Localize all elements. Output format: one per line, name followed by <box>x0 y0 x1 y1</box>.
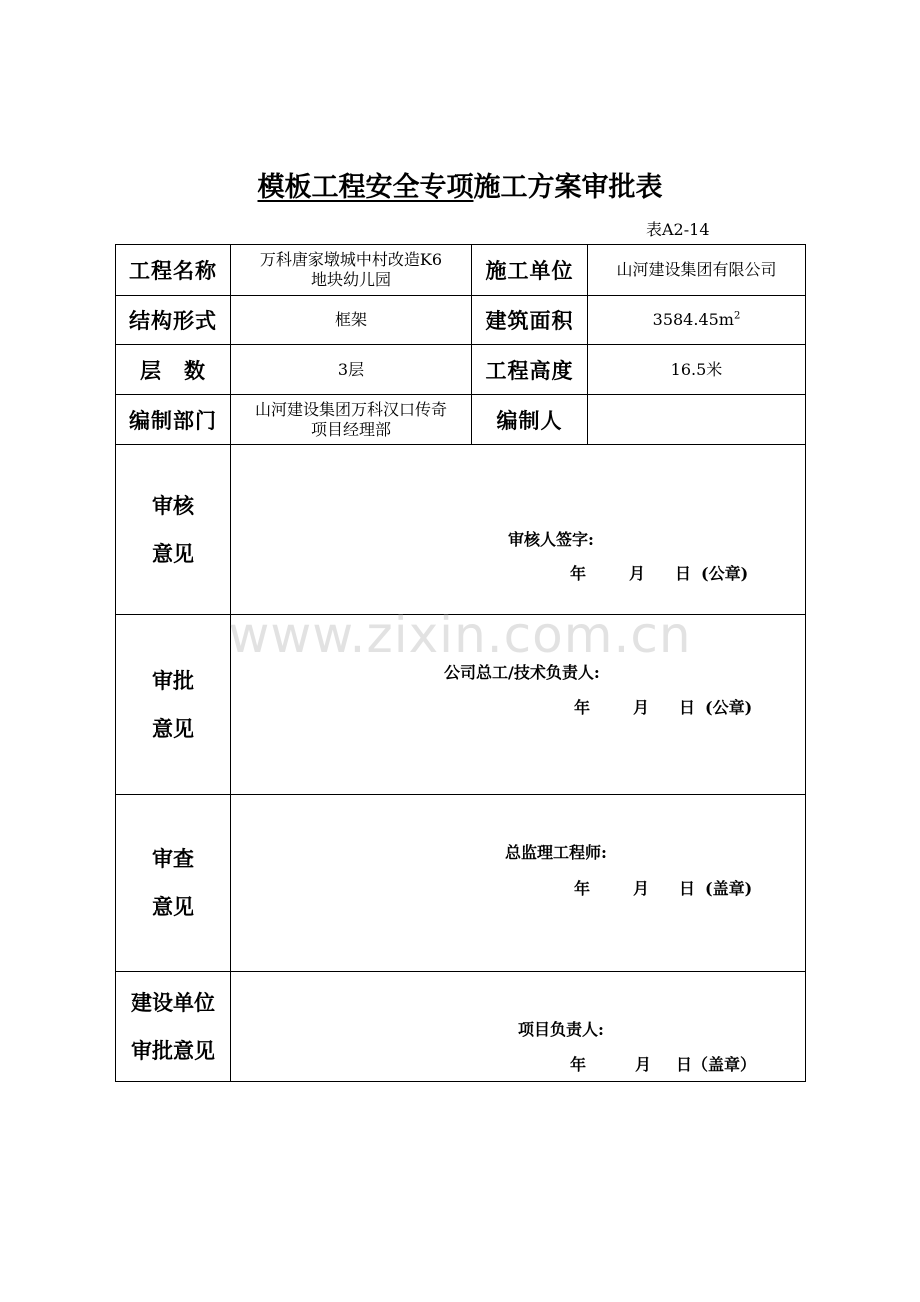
row-structure <box>116 296 806 345</box>
owner-month: 月 <box>634 1055 651 1074</box>
owner-day-seal: 日（盖章） <box>676 1055 757 1074</box>
row-department <box>116 395 806 445</box>
section-approval-label-line2: 意见 <box>152 715 194 741</box>
approval-year: 年 <box>573 698 590 717</box>
approval-day: 日 <box>678 698 695 717</box>
section-approval <box>116 615 806 795</box>
title-rest-part: 施工方案审批表 <box>473 172 663 203</box>
approval-month: 月 <box>632 698 649 717</box>
value-structure-type: 框架 <box>231 296 472 345</box>
section-review-label-line1: 审核 <box>152 492 194 518</box>
label-height: 工程高度 <box>472 345 588 395</box>
approval-signer-label: 公司总工/技术负责人: <box>444 663 600 682</box>
review-seal: (公章) <box>701 564 749 583</box>
label-building-area: 建筑面积 <box>472 296 588 345</box>
section-owner <box>116 972 806 1082</box>
section-owner-label <box>116 972 231 1082</box>
section-inspection-label-line1: 审查 <box>152 846 194 871</box>
review-year: 年 <box>569 564 586 583</box>
value-floors: 3层 <box>231 345 472 395</box>
label-structure-type: 结构形式 <box>116 296 231 345</box>
approval-date-line <box>551 695 752 718</box>
value-department-line1: 山河建设集团万科汉口传奇 <box>254 399 447 419</box>
section-inspection-content[interactable] <box>231 795 806 972</box>
review-signer-label: 审核人签字: <box>508 530 594 549</box>
section-review-content[interactable] <box>231 445 806 615</box>
owner-date-line <box>546 1052 756 1075</box>
review-date-line <box>547 561 748 584</box>
inspection-date-line <box>551 876 752 899</box>
section-approval-label <box>116 615 231 795</box>
inspection-year: 年 <box>573 879 590 898</box>
value-department-line2: 项目经理部 <box>310 419 391 439</box>
title-underlined-part: 模板工程安全专项 <box>257 172 474 203</box>
form-number: 表A2-14 <box>646 220 710 239</box>
value-project-name-line1: 万科唐家墩城中村改造K6 <box>259 250 443 269</box>
label-construction-unit: 施工单位 <box>472 245 588 296</box>
section-review-label <box>116 445 231 615</box>
label-floors: 层 数 <box>116 345 231 395</box>
document-title <box>0 165 920 204</box>
owner-signer-label: 项目负责人: <box>518 1020 604 1039</box>
row-project-name <box>116 245 806 296</box>
section-inspection-label <box>116 795 231 972</box>
row-floors <box>116 345 806 395</box>
value-construction-unit: 山河建设集团有限公司 <box>588 245 806 296</box>
section-approval-label-line1: 审批 <box>152 667 194 693</box>
review-day: 日 <box>674 564 691 583</box>
value-author[interactable] <box>588 395 806 445</box>
review-month: 月 <box>628 564 645 583</box>
approval-seal: (公章) <box>705 698 753 717</box>
section-inspection <box>116 795 806 972</box>
inspection-month: 月 <box>632 879 649 898</box>
watermark: www.zixin.com.cn <box>228 606 692 664</box>
value-project-name-line2: 地块幼儿园 <box>310 270 391 289</box>
building-area-superscript: 2 <box>733 310 741 322</box>
section-owner-label-line1: 建设单位 <box>131 989 215 1015</box>
inspection-seal: (盖章) <box>705 879 753 898</box>
value-project-name <box>231 245 472 296</box>
section-approval-content[interactable] <box>231 615 806 795</box>
inspection-signer-label: 总监理工程师: <box>505 843 607 862</box>
owner-year: 年 <box>569 1055 586 1074</box>
inspection-day: 日 <box>678 879 695 898</box>
label-author: 编制人 <box>472 395 588 445</box>
label-project-name: 工程名称 <box>116 245 231 296</box>
value-department <box>231 395 472 445</box>
section-review <box>116 445 806 615</box>
value-height: 16.5米 <box>588 345 806 395</box>
value-building-area <box>588 296 806 345</box>
section-review-label-line2: 意见 <box>152 540 194 566</box>
section-owner-content[interactable] <box>231 972 806 1082</box>
section-inspection-label-line2: 意见 <box>152 894 194 919</box>
approval-form-table <box>115 244 806 1082</box>
building-area-number: 3584.45m <box>652 310 734 329</box>
section-owner-label-line2: 审批意见 <box>131 1037 215 1063</box>
label-department: 编制部门 <box>116 395 231 445</box>
